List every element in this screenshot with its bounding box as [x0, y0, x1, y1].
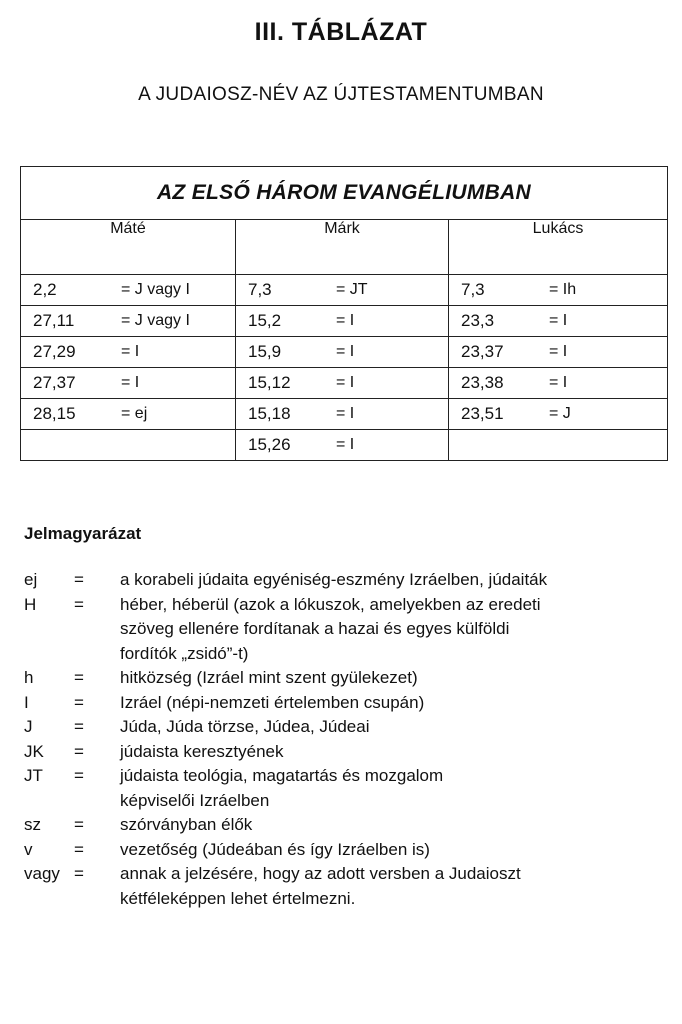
- verse-reference: 27,37: [33, 373, 76, 392]
- verse-value: = Ih: [549, 281, 577, 298]
- table-row: [21, 430, 668, 461]
- table-row: [21, 337, 668, 368]
- table-row: [21, 275, 668, 306]
- evangelium-table: [20, 166, 668, 461]
- verse-value: = J vagy I: [121, 312, 190, 329]
- table-cell: [21, 430, 236, 461]
- table-cell: [449, 275, 668, 306]
- legend-description-line: Júda, Júda törzse, Júdea, Júdeai: [120, 717, 370, 736]
- table-body: [21, 275, 668, 461]
- cell-content: [449, 311, 667, 331]
- table-cell: [236, 430, 449, 461]
- table-cell: [236, 275, 449, 306]
- verse-value: = I: [336, 343, 355, 360]
- legend-list: [24, 568, 664, 911]
- verse-value: = J vagy I: [121, 281, 190, 298]
- verse-reference: 7,3: [248, 280, 272, 299]
- verse-reference: 23,37: [461, 342, 504, 361]
- page-subtitle: A JUDAIOSZ-NÉV AZ ÚJTESTAMENTUMBAN: [138, 84, 544, 105]
- verse-reference: 23,38: [461, 373, 504, 392]
- legend-key: J: [24, 717, 33, 736]
- legend-description: [120, 838, 664, 863]
- legend-equals: =: [74, 815, 84, 834]
- cell-content: [236, 280, 448, 300]
- table-heading: AZ ELSŐ HÁROM EVANGÉLIUMBAN: [21, 167, 668, 220]
- legend-key: v: [24, 839, 33, 859]
- table-cell: [236, 306, 449, 337]
- legend-description-line: Izráel (népi-nemzeti értelemben csupán): [120, 692, 425, 712]
- legend-equals: =: [74, 717, 84, 736]
- cell-content: [236, 373, 448, 393]
- legend-item: [24, 813, 664, 838]
- legend-key: h: [24, 668, 34, 687]
- table-cell: [21, 275, 236, 306]
- legend-equals: =: [74, 668, 84, 687]
- verse-reference: 27,29: [33, 342, 76, 361]
- verse-value: = I: [121, 374, 140, 391]
- cell-content: [21, 280, 235, 300]
- legend-description-line: júdaista teológia, magatartás és mozgalom: [120, 766, 444, 785]
- verse-reference: 27,11: [33, 311, 75, 330]
- cell-content: [236, 342, 448, 362]
- table-cell: [236, 399, 449, 430]
- verse-reference: 23,3: [461, 311, 495, 330]
- cell-content: [236, 435, 448, 455]
- legend-heading: Jelmagyarázat: [24, 524, 142, 543]
- column-header-mark: Márk: [236, 220, 449, 275]
- table-row: [21, 306, 668, 337]
- legend-equals: =: [74, 570, 84, 589]
- table-row: [21, 368, 668, 399]
- table-cell: [449, 306, 668, 337]
- table-row: [21, 399, 668, 430]
- verse-reference: 7,3: [461, 280, 485, 299]
- legend-key: JT: [24, 766, 43, 785]
- verse-value: = JT: [336, 281, 368, 298]
- column-header-lukacs: Lukács: [449, 220, 668, 275]
- verse-reference: 28,15: [33, 404, 76, 423]
- verse-reference: 15,12: [248, 373, 291, 392]
- legend-equals: =: [74, 692, 84, 712]
- legend-description-line: héber, héberül (azok a lókuszok, amelyekben az eredeti: [120, 594, 541, 614]
- cell-content: [449, 373, 667, 393]
- cell-content: [21, 311, 235, 331]
- legend-description-line: a korabeli júdaita egyéniség-eszmény Izráelben, júdaiták: [120, 570, 548, 589]
- table-cell: [449, 368, 668, 399]
- legend-description: [120, 715, 664, 740]
- legend-description-line: képviselői Izráelben: [120, 790, 270, 810]
- legend-description-line: annak a jelzésére, hogy az adott versben a Judaioszt: [120, 864, 521, 883]
- legend-equals: =: [74, 741, 84, 761]
- cell-content: [21, 342, 235, 362]
- legend-description-line: szórványban élők: [120, 815, 253, 834]
- legend-equals: =: [74, 766, 84, 785]
- legend-item: [24, 715, 664, 740]
- legend-item: [24, 838, 664, 863]
- verse-value: = I: [549, 343, 568, 360]
- legend-key: sz: [24, 815, 41, 834]
- table-cell: [236, 337, 449, 368]
- verse-value: = I: [549, 374, 568, 391]
- verse-value: = I: [336, 405, 355, 422]
- legend-key: ej: [24, 570, 38, 589]
- legend-description: [120, 813, 664, 838]
- cell-content: [21, 373, 235, 393]
- legend-description: [120, 862, 664, 911]
- verse-reference: 2,2: [33, 280, 57, 299]
- legend-equals: =: [74, 594, 84, 614]
- cell-content: [21, 404, 235, 424]
- table-cell: [21, 337, 236, 368]
- legend-item: [24, 593, 664, 667]
- legend-description-line: hitközség (Izráel mint szent gyülekezet): [120, 668, 418, 687]
- legend-description-line: fordítók „zsidó”-t): [120, 643, 249, 663]
- legend-description: [120, 764, 664, 813]
- cell-content: [236, 404, 448, 424]
- verse-value: = I: [336, 374, 355, 391]
- legend-key: vagy: [24, 864, 60, 883]
- legend-description-line: kétféleképpen lehet értelmezni.: [120, 888, 356, 908]
- legend-description: [120, 691, 664, 716]
- table-cell: [449, 399, 668, 430]
- legend-item: [24, 666, 664, 691]
- legend-equals: =: [74, 864, 84, 883]
- table-cell: [449, 430, 668, 461]
- legend-key: I: [24, 692, 29, 712]
- cell-content: [449, 342, 667, 362]
- legend-description: [120, 740, 664, 765]
- cell-content: [236, 311, 448, 331]
- legend-item: [24, 764, 664, 813]
- column-header-mate: Máté: [21, 220, 236, 275]
- legend-item: [24, 568, 664, 593]
- legend-description: [120, 666, 664, 691]
- verse-reference: 15,26: [248, 435, 291, 454]
- verse-value: = J: [549, 405, 571, 422]
- verse-reference: 23,51: [461, 404, 504, 423]
- table-cell: [21, 399, 236, 430]
- legend-key: JK: [24, 741, 44, 761]
- legend-item: [24, 691, 664, 716]
- cell-content: [449, 404, 667, 424]
- legend-equals: =: [74, 839, 84, 859]
- verse-value: = I: [121, 343, 140, 360]
- verse-reference: 15,9: [248, 342, 282, 361]
- legend-description: [120, 593, 664, 667]
- page-title: III. TÁBLÁZAT: [254, 18, 428, 46]
- legend-description-line: júdaista keresztyének: [120, 741, 284, 761]
- legend-description-line: vezetőség (Júdeában és így Izráelben is): [120, 839, 430, 859]
- legend-item: [24, 740, 664, 765]
- legend-description-line: szöveg ellenére fordítanak a hazai és egyes külföldi: [120, 619, 510, 638]
- table-cell: [449, 337, 668, 368]
- table-cell: [21, 368, 236, 399]
- legend-description: [120, 568, 664, 593]
- cell-content: [449, 280, 667, 300]
- verse-value: = I: [549, 312, 568, 329]
- verse-value: = I: [336, 312, 355, 329]
- verse-value: = I: [336, 436, 355, 453]
- verse-reference: 15,18: [248, 404, 291, 423]
- legend-item: [24, 862, 664, 911]
- verse-reference: 15,2: [248, 311, 282, 330]
- table-cell: [21, 306, 236, 337]
- legend-key: H: [24, 594, 37, 614]
- table-cell: [236, 368, 449, 399]
- verse-value: = ej: [121, 405, 148, 422]
